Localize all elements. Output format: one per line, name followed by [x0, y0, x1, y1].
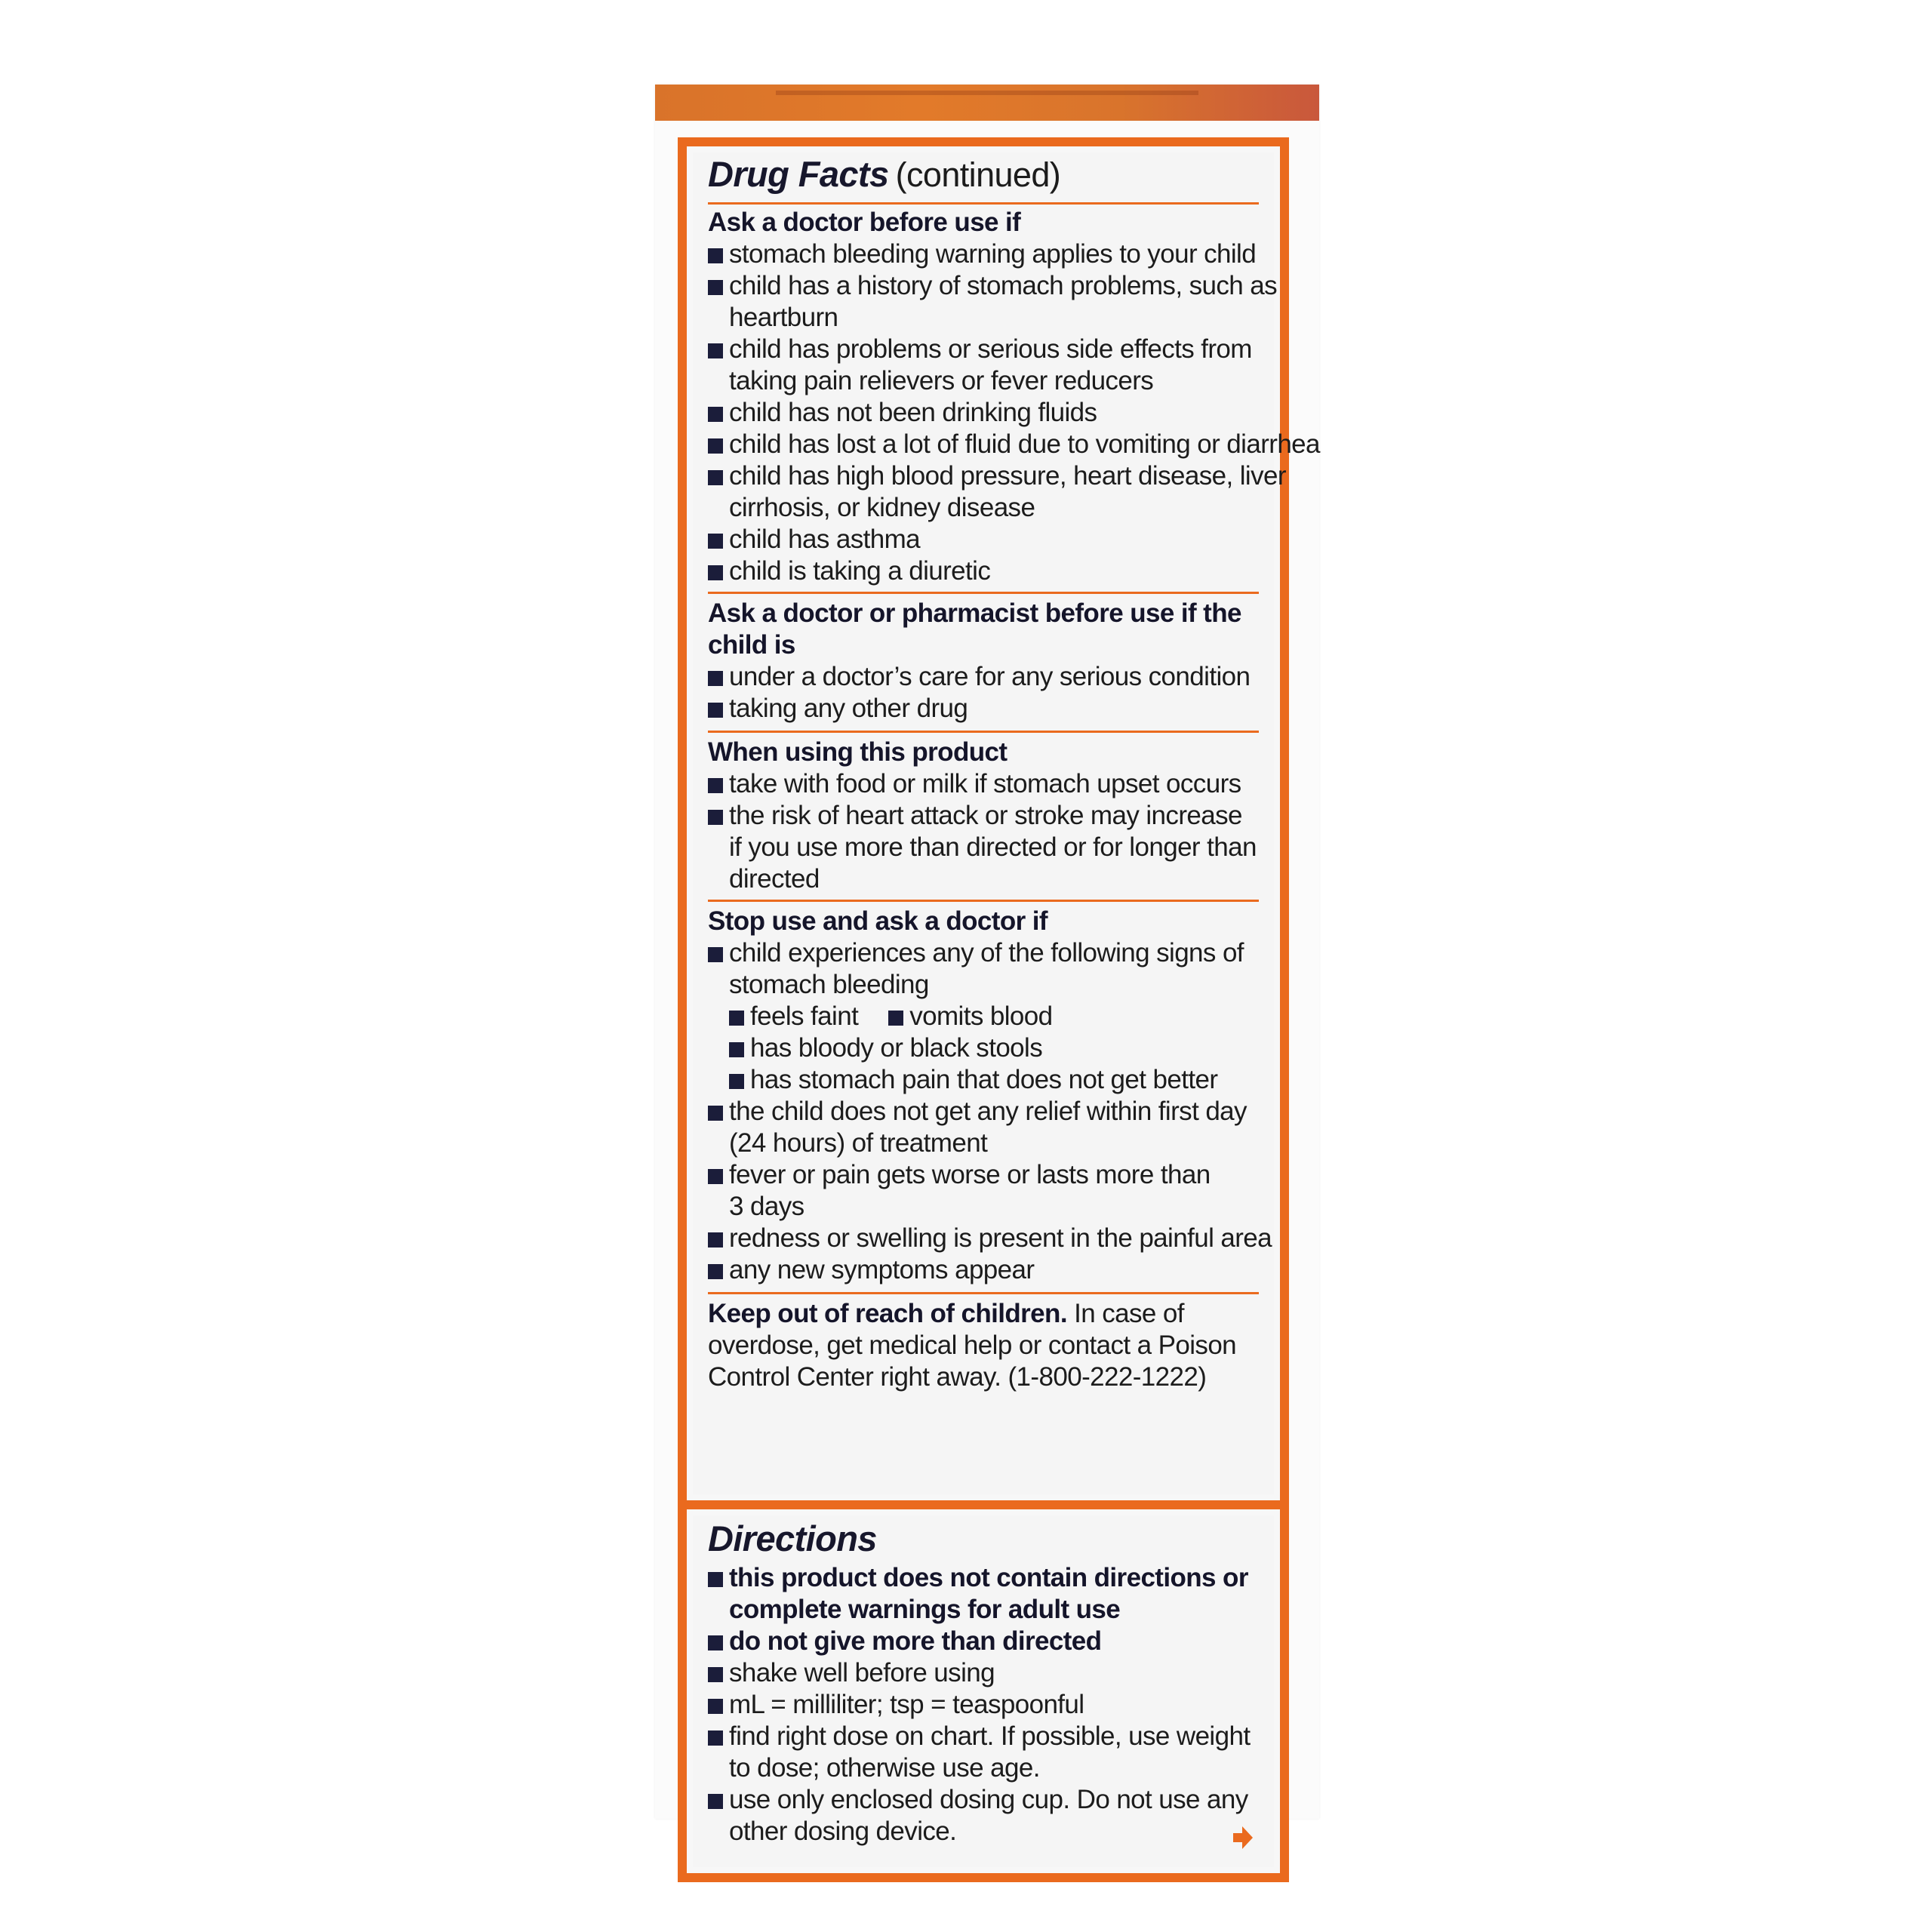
- directions-title-text: Directions: [708, 1518, 877, 1558]
- list-item-continuation: directed: [729, 864, 820, 894]
- bullet-square-icon: [708, 1169, 723, 1184]
- list-item-continuation: heartburn: [729, 303, 838, 332]
- bullet-square-icon: [708, 1667, 723, 1682]
- list-item-text: child has not been drinking fluids: [729, 398, 1097, 427]
- list-item-continuation: 3 days: [729, 1192, 804, 1221]
- ask-pharmacist-heading-line1: Ask a doctor or pharmacist before use if the: [708, 598, 1241, 628]
- list-item-text: under a doctor’s care for any serious condition: [729, 662, 1251, 691]
- keep-out-text: In case of: [1066, 1299, 1184, 1328]
- ask-pharmacist-heading-line2: child is: [708, 630, 795, 660]
- list-item-text: redness or swelling is present in the painful area: [729, 1223, 1272, 1253]
- drug-facts-title: [708, 154, 1259, 194]
- bullet-square-icon: [708, 534, 723, 549]
- list-item-text: child has high blood pressure, heart disease, liver: [729, 461, 1286, 491]
- drug-facts-title-main: Drug Facts: [708, 154, 889, 194]
- section-rule: [708, 592, 1259, 594]
- list-item-text: the child does not get any relief within first day: [729, 1097, 1247, 1126]
- list-item: [708, 270, 1277, 302]
- list-item: [708, 429, 1320, 460]
- section-rule: [708, 1292, 1259, 1294]
- directions-title: [708, 1518, 1259, 1558]
- list-item: [708, 768, 1259, 800]
- list-item: [708, 693, 1259, 724]
- sub-list-item: [708, 1064, 1259, 1096]
- list-item: [708, 1657, 1259, 1689]
- list-item-text: take with food or milk if stomach upset occurs: [729, 769, 1241, 798]
- bullet-square-icon: [708, 810, 723, 825]
- list-item: [708, 238, 1259, 270]
- list-item-continuation: cirrhosis, or kidney disease: [729, 493, 1035, 522]
- list-item: [708, 661, 1259, 693]
- list-item: [708, 1096, 1259, 1128]
- list-item: [708, 800, 1259, 832]
- box-top-flap: [655, 85, 1319, 121]
- product-box-back: [655, 85, 1320, 1846]
- bullet-square-icon: [708, 671, 723, 686]
- bullet-square-icon: [708, 947, 723, 962]
- bullet-square-icon: [708, 1106, 723, 1121]
- list-item-text: shake well before using: [729, 1658, 995, 1687]
- list-item-text: child has asthma: [729, 525, 921, 554]
- bullet-square-icon: [708, 778, 723, 793]
- bullet-square-icon: [708, 470, 723, 485]
- bullet-square-icon: [708, 280, 723, 295]
- sub-list-item-text: has stomach pain that does not get better: [750, 1065, 1218, 1094]
- list-item-text: child experiences any of the following signs of: [729, 938, 1244, 968]
- bullet-square-icon: [708, 1730, 723, 1746]
- list-item: [708, 1254, 1259, 1286]
- list-item-continuation: to dose; otherwise use age.: [729, 1753, 1040, 1783]
- list-item: [708, 1626, 1259, 1657]
- flap-decoration: [776, 91, 1198, 95]
- list-item: [708, 334, 1259, 365]
- list-item-continuation: if you use more than directed or for longer than: [729, 832, 1257, 862]
- list-item-text: do not give more than directed: [729, 1626, 1102, 1656]
- list-item: [708, 1784, 1259, 1816]
- list-item-continuation: taking pain relievers or fever reducers: [729, 366, 1154, 395]
- keep-out-bold: Keep out of reach of children.: [708, 1299, 1067, 1328]
- keep-out-line2: overdose, get medical help or contact a Poison: [708, 1331, 1237, 1360]
- ask-doctor-heading: Ask a doctor before use if: [708, 208, 1021, 237]
- list-item: [708, 460, 1286, 492]
- bullet-square-icon: [708, 1572, 723, 1587]
- bullet-square-icon: [729, 1042, 744, 1057]
- list-item-text: child has a history of stomach problems, such as: [729, 271, 1277, 300]
- directions-panel-inner: [693, 1515, 1274, 1867]
- list-item-text: any new symptoms appear: [729, 1255, 1035, 1284]
- list-item-continuation: complete warnings for adult use: [729, 1595, 1121, 1624]
- list-item: [708, 555, 1259, 587]
- list-item-text: child has problems or serious side effects from: [729, 334, 1252, 364]
- bullet-square-icon: [708, 248, 723, 263]
- bullet-square-icon: [708, 343, 723, 358]
- bullet-square-icon: [708, 703, 723, 718]
- sub-list-item-text: vomits blood: [909, 1001, 1053, 1031]
- bullet-square-icon: [729, 1011, 744, 1026]
- arrow-right-icon: [1232, 1825, 1254, 1850]
- list-item-text: this product does not contain directions or: [729, 1563, 1248, 1592]
- bullet-square-icon: [708, 1699, 723, 1714]
- list-item-text: find right dose on chart. If possible, use weight: [729, 1721, 1251, 1751]
- bullet-square-icon: [708, 1794, 723, 1809]
- directions-panel: [678, 1500, 1289, 1882]
- bullet-square-icon: [708, 1635, 723, 1651]
- bullet-square-icon: [708, 1264, 723, 1279]
- bullet-square-icon: [708, 407, 723, 422]
- sub-list-item-text: feels faint: [750, 1001, 859, 1031]
- list-item: [708, 1223, 1272, 1254]
- list-item-text: fever or pain gets worse or lasts more than: [729, 1160, 1211, 1189]
- list-item: [708, 397, 1259, 429]
- section-rule: [708, 731, 1259, 733]
- section-rule: [708, 202, 1259, 205]
- stop-use-heading: Stop use and ask a doctor if: [708, 906, 1048, 936]
- list-item: [708, 1159, 1259, 1191]
- list-item: [708, 1721, 1259, 1752]
- list-item: [708, 1562, 1259, 1594]
- list-item-text: taking any other drug: [729, 694, 968, 723]
- list-item-continuation: stomach bleeding: [729, 970, 929, 999]
- drug-facts-panel: [678, 137, 1320, 1509]
- list-item-continuation: (24 hours) of treatment: [729, 1128, 988, 1158]
- list-item-text: child is taking a diuretic: [729, 556, 991, 586]
- list-item-text: stomach bleeding warning applies to your child: [729, 239, 1257, 269]
- when-using-heading: When using this product: [708, 737, 1008, 767]
- list-item-text: mL = milliliter; tsp = teaspoonful: [729, 1690, 1084, 1719]
- bullet-square-icon: [708, 438, 723, 454]
- bullet-square-icon: [888, 1011, 903, 1026]
- keep-out-line3: Control Center right away. (1-800-222-1222): [708, 1362, 1207, 1392]
- bullet-square-icon: [708, 1232, 723, 1247]
- list-item-text: use only enclosed dosing cup. Do not use any: [729, 1785, 1248, 1814]
- section-rule: [708, 900, 1259, 902]
- list-item-continuation: other dosing device.: [729, 1817, 957, 1846]
- bullet-square-icon: [708, 565, 723, 580]
- sub-list-item: [708, 1001, 1259, 1032]
- sub-list-item-text: has bloody or black stools: [750, 1033, 1043, 1063]
- list-item-text: child has lost a lot of fluid due to vomiting or diarrhea: [729, 429, 1320, 459]
- keep-out-line1: [708, 1298, 1259, 1330]
- drug-facts-panel-inner: [693, 152, 1320, 1494]
- list-item: [708, 524, 1259, 555]
- list-item-text: the risk of heart attack or stroke may increase: [729, 801, 1242, 830]
- drug-facts-title-suffix: (continued): [895, 155, 1061, 194]
- sub-list-item: [708, 1032, 1259, 1064]
- list-item: [708, 937, 1259, 969]
- bullet-square-icon: [729, 1074, 744, 1089]
- list-item: [708, 1689, 1259, 1721]
